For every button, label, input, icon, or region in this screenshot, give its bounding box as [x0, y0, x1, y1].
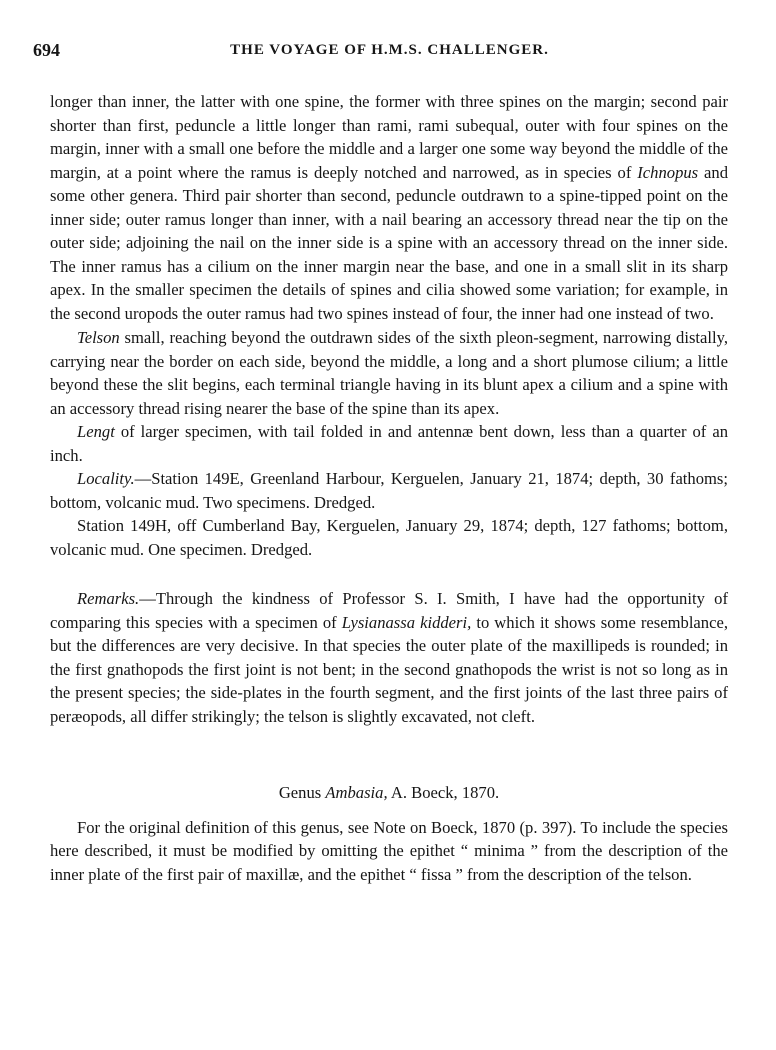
remarks-label: Remarks.: [77, 589, 140, 608]
page-number: 694: [33, 40, 60, 60]
paragraph-locality: [50, 467, 728, 514]
page-body: [50, 90, 728, 886]
paragraph-remarks: [50, 587, 728, 728]
paragraph-telson: [50, 326, 728, 420]
paragraph-length: [50, 420, 728, 467]
genus-heading: [50, 781, 728, 805]
paragraph-genus-definition: For the original definition of this genus, see Note on Boeck, 1870 (p. 397). To include the species here described, it must be modified by omitting the epithet “ minima ” from the description of the inner plate of the first pair of maxillæ, and the epithet “ fissa ” from the description of the telson.: [50, 817, 728, 884]
uropods-text: longer than inner, the latter with one spine, the former with three spines on the margin; second pair shorter than first, peduncle a little longer than rami, rami subequal, outer with four spines on the margin, inner with a small one before the middle and a larger one some way beyond the middle of the margin, at a point where the ramus is deeply notched and narrowed, as in species of: [50, 92, 728, 182]
remarks-text-b: to which it shows some resemblance, but the differences are very decisive. In that species the outer plate of the maxillipeds is rounded; in the first gnathopods the first joint is not bent; in the second gnathopods the wrist is not so long as in the present species; the side-plates in the fourth segment, and the first joints of the last three pairs of peræopods, all differ strikingly; the telson is slightly excavated, not cleft.: [50, 612, 728, 726]
page-header: [33, 40, 746, 66]
telson-text: small, reaching beyond the outdrawn sides of the sixth pleon-segment, narrowing distally, carrying near the border on each side, beyond the middle, a long and a short plumose cilium; a little beyond these the slit begins, each terminal triangle having in its blunt apex a cilium and a spine with an accessory thread rising nearer the base of the spine than its apex.: [50, 328, 728, 418]
length-label: Lengt: [77, 422, 115, 441]
genus-name-ambasia: Ambasia,: [325, 783, 388, 802]
length-text: of larger specimen, with tail folded in and antennæ bent down, less than a quarter of an inch.: [50, 422, 729, 465]
locality-label: Locality.: [77, 469, 135, 488]
species-name-lysianassa: Lysianassa kidderi,: [341, 612, 472, 632]
genus-authority: A. Boeck, 1870.: [390, 783, 500, 802]
remarks-text-a: —Through the kindness of Professor S. I. Smith, I have had the opportunity of comparing this species with a specimen of: [50, 589, 728, 632]
genus-prefix: Genus: [278, 783, 322, 802]
paragraph-uropods: [50, 90, 728, 325]
telson-label: Telson: [77, 328, 120, 347]
genus-name-ichnopus: Ichnopus: [637, 162, 699, 182]
locality-text: —Station 149E, Greenland Harbour, Kerguelen, January 21, 1874; depth, 30 fathoms; bottom, volcanic mud. Two specimens. Dredged.: [50, 469, 728, 512]
uropods-text-tail: and some other genera. Third pair shorter than second, peduncle outdrawn to a spine-tipped point on the inner side; outer ramus longer than inner, with a nail bearing an accessory thread near the tip on the outer side; adjoining the nail on the inner side is a spine with an accessory thread on the inner side. The inner ramus has a cilium on the inner margin near the base, and one in a small slit in its sharp apex. In the smaller specimen the details of spines and cilia showed some variation; for example, in the second uropods the outer ramus had two spines instead of four, the inner had one instead of two.: [50, 162, 729, 323]
paragraph-station-2: Station 149H, off Cumberland Bay, Kerguelen, January 29, 1874; depth, 127 fathoms; bottom, volcanic mud. One specimen. Dredged.: [50, 516, 728, 559]
running-title: THE VOYAGE OF H.M.S. CHALLENGER.: [230, 42, 549, 58]
